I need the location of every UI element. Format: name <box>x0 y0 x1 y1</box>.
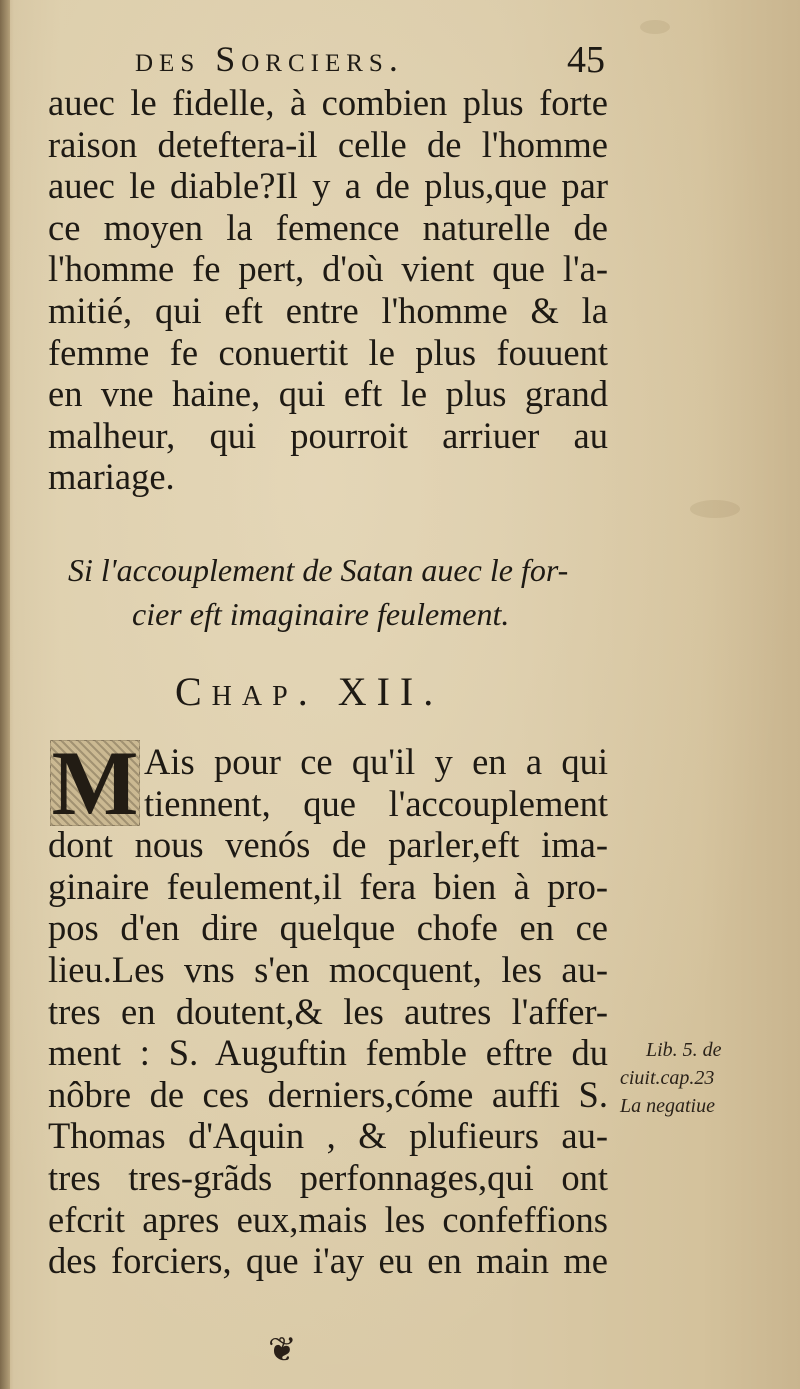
page-number: 45 <box>567 39 605 81</box>
text-line: raison deteftera-il celle de l'homme <box>48 123 608 165</box>
marginal-note-line: La negatiue <box>620 1095 715 1117</box>
text-line: pos d'en dire quelque chofe en ce <box>48 907 608 949</box>
text-line: ment : S. Auguftin femble eftre du <box>48 1032 608 1074</box>
running-title: des Sorciers. <box>135 39 404 79</box>
marginal-note-line: ciuit.cap.23 <box>620 1067 715 1089</box>
text-line: nôbre de ces derniers,cóme auffi S. <box>48 1073 608 1115</box>
text-line: auec le diable?Il y a de plus,que par <box>48 165 608 207</box>
chapter-subtitle-line: cier eft imaginaire feulement. <box>132 596 510 632</box>
paper-stain <box>690 500 740 518</box>
text-line: auec le fidelle, à combien plus forte <box>48 82 608 123</box>
text-line: lieu.Les vns s'en mocquent, les au- <box>48 948 608 990</box>
drop-cap: M <box>51 732 139 834</box>
text-line: mariage. <box>48 456 175 498</box>
fleuron-icon: ❦ <box>268 1332 297 1369</box>
marginal-note-line: Lib. 5. de <box>646 1039 722 1061</box>
marginal-note <box>620 1036 760 1120</box>
text-line: ce moyen la femence naturelle de <box>48 206 608 248</box>
text-line: ginaire feulement,il fera bien à pro- <box>48 865 608 907</box>
text-line: malheur, qui pourroit arriuer au <box>48 414 608 456</box>
text-line: des forciers, que i'ay eu en main me <box>48 1240 608 1282</box>
chapter-heading: Chap. XII. <box>175 669 444 714</box>
page-gutter-edge <box>0 0 10 1389</box>
text-line: en vne haine, qui eft le plus grand <box>48 373 608 415</box>
paragraph-1 <box>48 82 608 498</box>
text-line: tres tres-grãds perfonnages,qui ont <box>48 1156 608 1198</box>
text-line: tiennent, que l'accouplement <box>144 782 608 824</box>
chapter-subtitle-line: Si l'accouplement de Satan auec le for- <box>68 552 569 588</box>
text-line: Thomas d'Aquin , & plufieurs au- <box>48 1115 608 1157</box>
paper-stain <box>640 20 670 34</box>
paragraph-2 <box>48 732 608 1282</box>
chapter-subtitle <box>60 548 600 636</box>
text-line: efcrit apres eux,mais les confeffions <box>48 1198 608 1240</box>
text-line: l'homme fe pert, d'où vient que l'a- <box>48 248 608 290</box>
page-header <box>135 38 605 88</box>
text-line: Ais pour ce qu'il y en a qui <box>144 741 608 782</box>
text-line: dont nous venós de parler,eft ima- <box>48 824 608 866</box>
text-line: femme fe conuertit le plus fouuent <box>48 331 608 373</box>
text-line: mitié, qui eft entre l'homme & la <box>48 289 608 331</box>
text-line: tres en doutent,& les autres l'affer- <box>48 990 608 1032</box>
